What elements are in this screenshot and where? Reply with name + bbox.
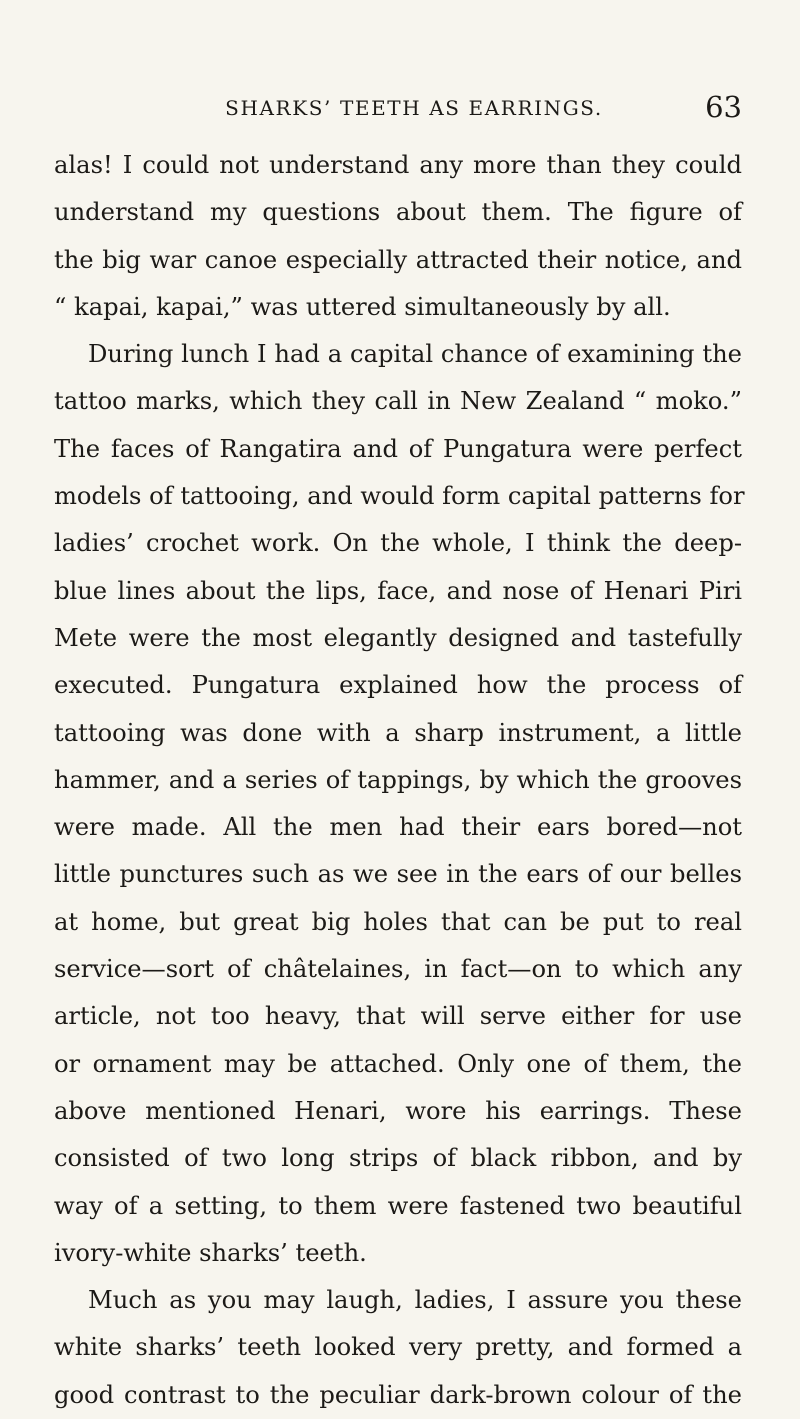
text-line: alas! I could not understand any more than they could xyxy=(54,151,742,179)
text-line: ivory-white sharks’ teeth. xyxy=(54,1238,367,1267)
text-line: above mentioned Henari, wore his earrings. These xyxy=(54,1096,742,1125)
text-line: were made. All the men had their ears bored—not xyxy=(54,813,742,842)
text-line: Much as you may laugh, ladies, I assure you these xyxy=(88,1286,742,1315)
text-line: service—sort of châtelaines, in fact—on to which any xyxy=(54,955,742,984)
text-line: or ornament may be attached. Only one of them, the xyxy=(54,1049,742,1078)
text-line: tattooing was done with a sharp instrument, a little xyxy=(54,718,742,747)
running-head xyxy=(54,90,742,130)
body-text xyxy=(54,142,745,1419)
text-line: “ kapai, kapai,” was uttered simultaneously by all. xyxy=(54,292,671,321)
text-line: article, not too heavy, that will serve either for use xyxy=(54,1002,742,1031)
text-line: the big war canoe especially attracted their notice, and xyxy=(54,245,742,274)
text-line: During lunch I had a capital chance of examining the xyxy=(88,340,742,369)
text-line: The faces of Rangatira and of Pungatura were perfect xyxy=(54,434,742,463)
text-line: white sharks’ teeth looked very pretty, and formed a xyxy=(54,1333,742,1362)
text-line: blue lines about the lips, face, and nose of Henari Piri xyxy=(54,576,742,605)
text-line: good contrast to the peculiar dark-brown colour of the xyxy=(54,1380,742,1409)
text-line: hammer, and a series of tappings, by which the grooves xyxy=(54,765,742,794)
text-line: ladies’ crochet work. On the whole, I think the deep- xyxy=(54,529,742,558)
text-line: Mete were the most elegantly designed and tastefully xyxy=(54,623,742,652)
text-line: little punctures such as we see in the ears of our belles xyxy=(54,860,742,889)
text-line: executed. Pungatura explained how the process of xyxy=(54,671,742,700)
text-line: at home, but great big holes that can be put to real xyxy=(54,907,742,936)
text-line: consisted of two long strips of black ribbon, and by xyxy=(54,1144,742,1173)
page-number: 63 xyxy=(705,90,742,124)
text-line: tattoo marks, which they call in New Zealand “ moko.” xyxy=(54,387,742,416)
text-line: understand my questions about them. The figure of xyxy=(54,198,742,227)
text-line: models of tattooing, and would form capital patterns for xyxy=(54,482,745,511)
running-title: SHARKS’ TEETH AS EARRINGS. xyxy=(225,96,603,120)
text-line: way of a setting, to them were fastened two beautiful xyxy=(54,1191,742,1220)
